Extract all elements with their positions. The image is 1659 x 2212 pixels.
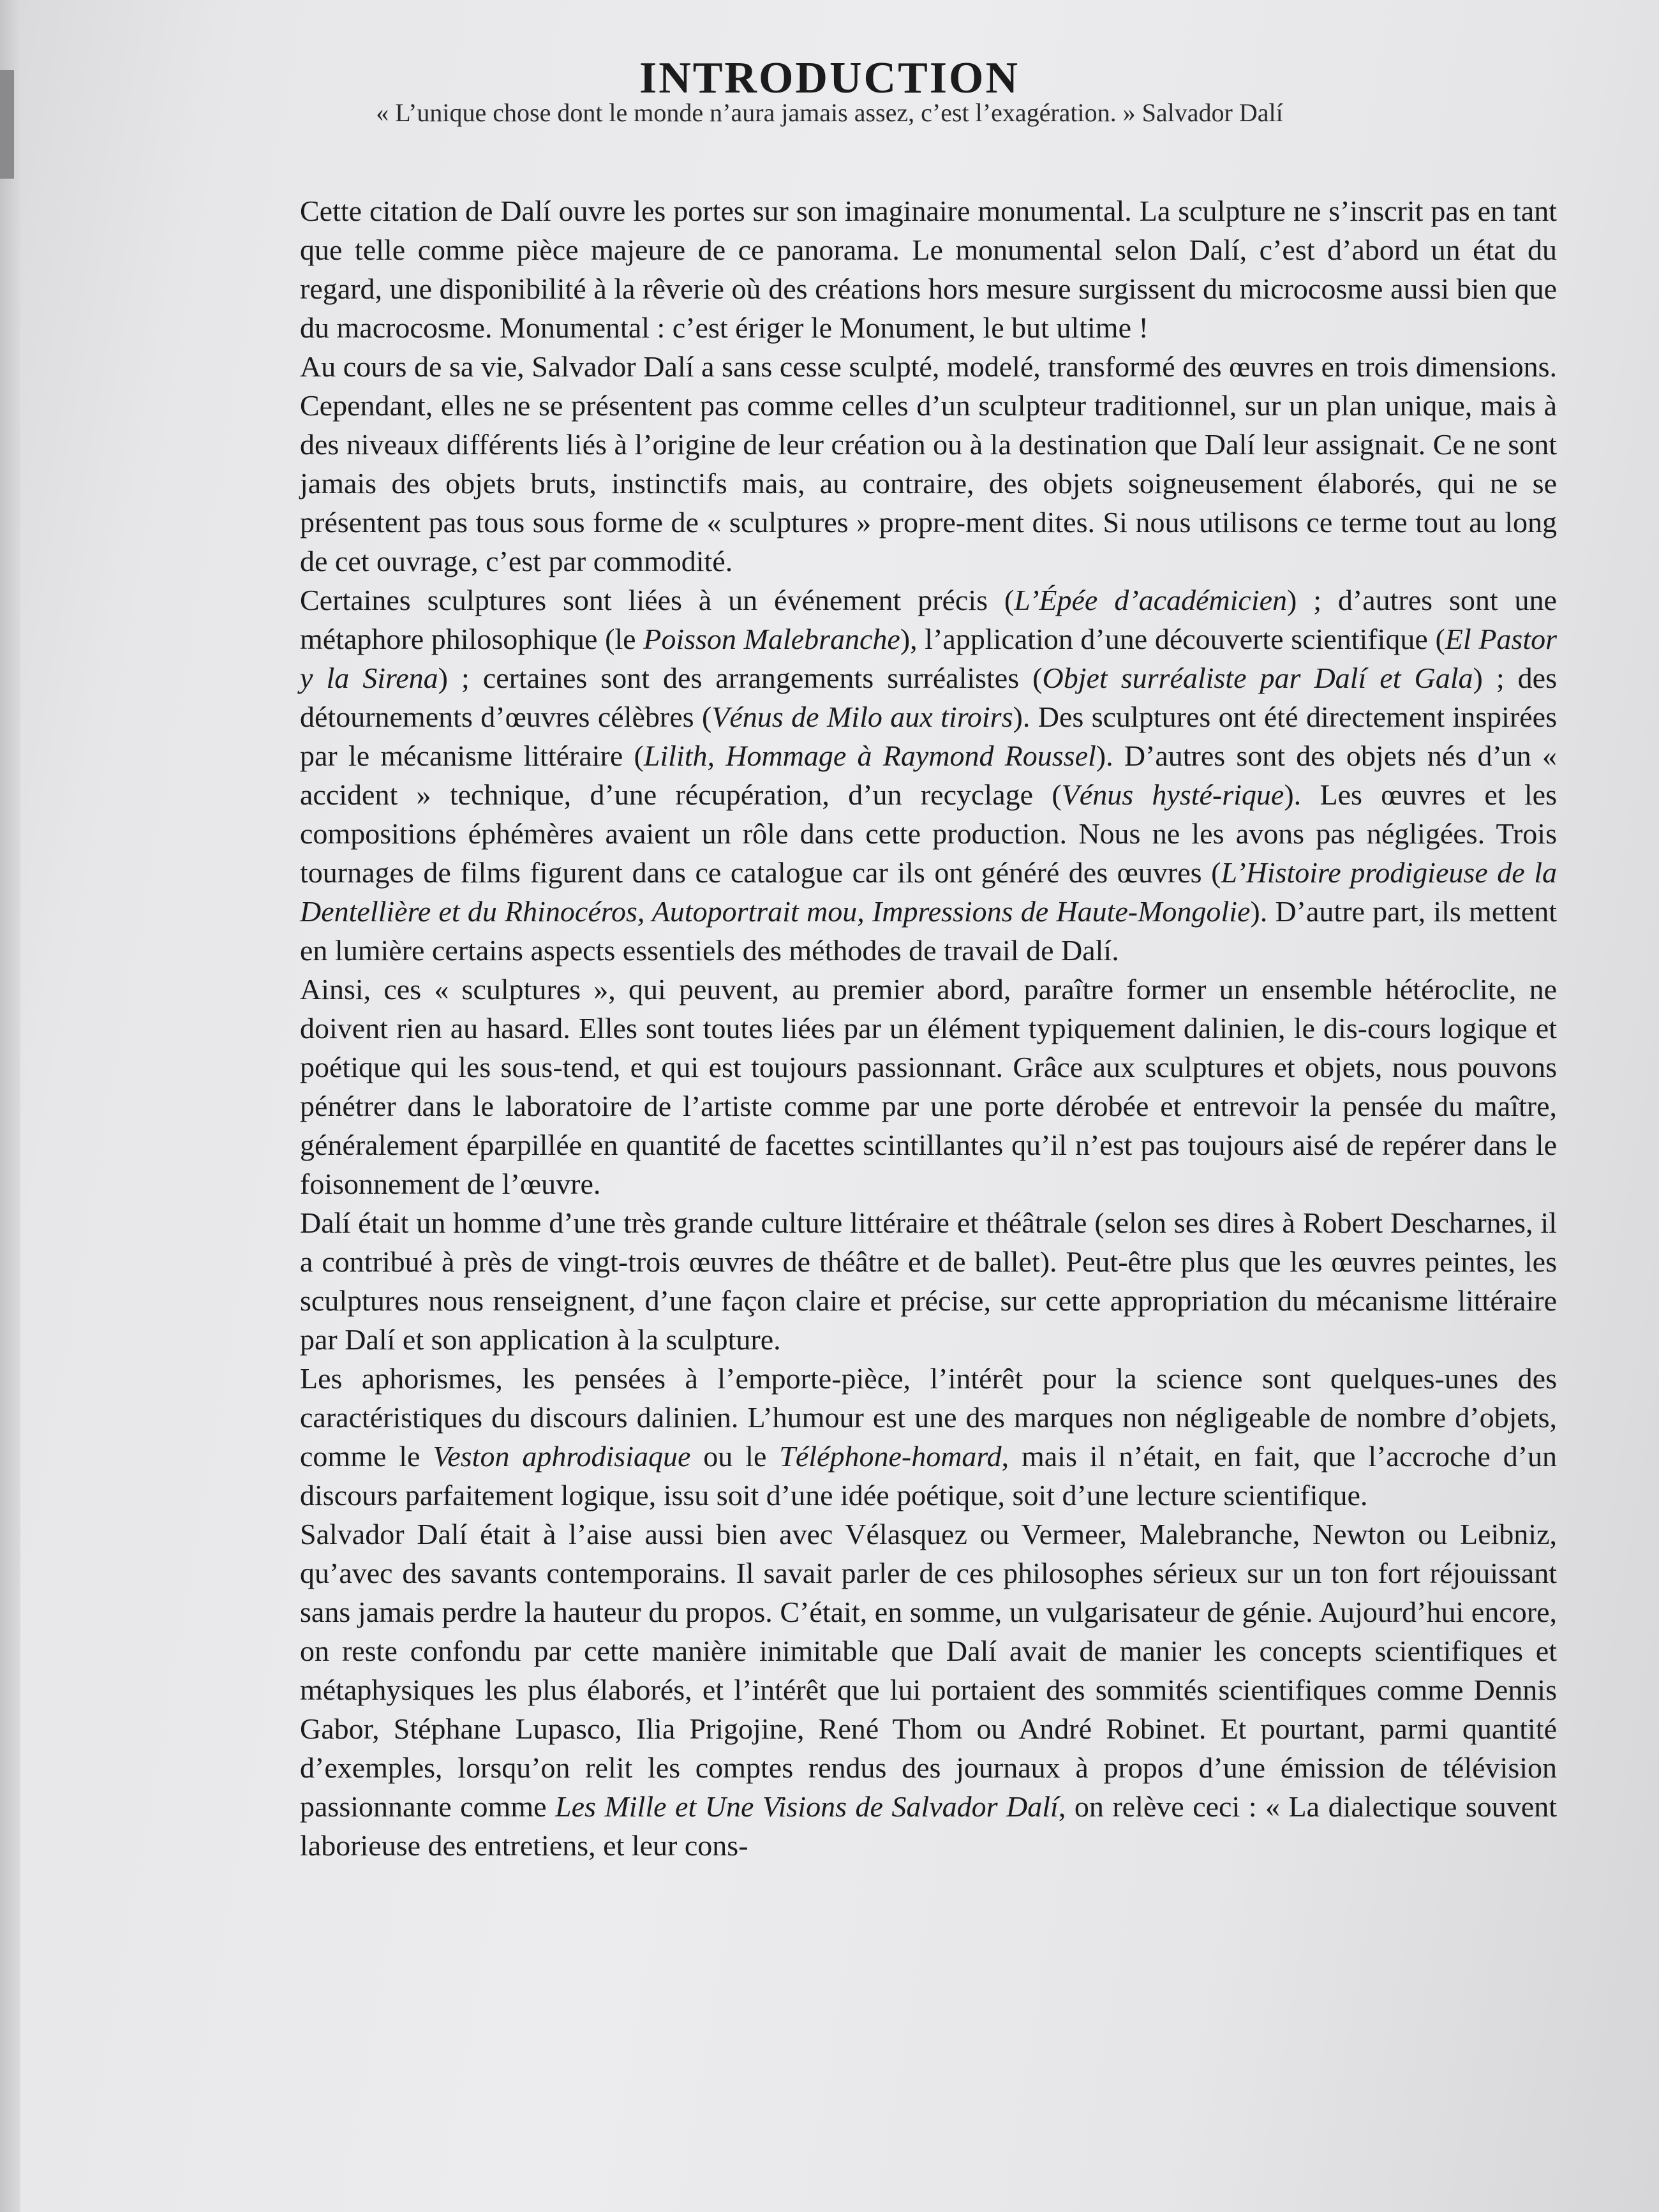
text-run: Ainsi, ces « sculptures », qui peuvent, au premier abord, paraître former un ensemble hétéroclite, ne doivent rien au hasard. Elles sont toutes liées par un élément typiquement dalinien, le dis-cours logique et poétique qui les sous-tend, et qui est toujours passionnant. Grâce aux sculptures et objets, nous pouvons pénétrer dans le laboratoire de l’artiste comme par une porte dérobée et entrevoir la pensée du maître, généralement éparpillée en quantité de facettes scintillantes qu’il n’est pas toujours aisé de repérer dans le foisonnement de l’œuvre. [300,973,1557,1200]
epigraph-quote: « L’unique chose dont le monde n’aura jamais assez, c’est l’exagération. » Salvador Dalí [376,98,1283,127]
paragraph [300,970,1557,1203]
text-run: Dalí était un homme d’une très grande culture littéraire et théâtrale (selon ses dires à Robert Descharnes, il a contribué à près de vingt-trois œuvres de théâtre et de ballet). Peut-être plus que les œuvres peintes, les sculptures nous renseignent, d’une façon claire et précise, sur cette appropriation du mécanisme littéraire par Dalí et son application à la sculpture. [300,1206,1557,1356]
text-run: ) ; d’autres sont une métaphore philosophique (le [300,584,1557,655]
text-run: , mais il n’était, en fait, que l’accroche d’un discours parfaitement logique, issu soit d’une idée poétique, soit d’une lecture scientifique. [300,1440,1558,1511]
text-run: Au cours de sa vie, Salvador Dalí a sans cesse sculpté, modelé, transformé des œuvres en trois dimensions. Cependant, elles ne se présentent pas comme celles d’un sculpteur traditionnel, sur un plan unique, mais à des niveaux différents liés à l’origine de leur création ou à la destination que Dalí leur assignait. Ce ne sont jamais des objets bruts, instinctifs mais, au contraire, des objets soigneusement élaborés, qui ne se présentent pas tous sous forme de « sculptures » propre-ment dites. Si nous utilisons ce terme tout au long de cet ouvrage, c’est par commodité. [300,350,1557,577]
italic-title: Veston aphrodisiaque [433,1440,691,1473]
italic-title: Objet surréaliste par Dalí et Gala [1042,662,1473,694]
text-run: Les aphorismes, les pensées à l’emporte-pièce, l’intérêt pour la science sont quelques-unes des caractéristiques du discours dalinien. L’humour est une des marques non négligeable de nombre d’objets, comme le [300,1362,1557,1473]
text-run: Cette citation de Dalí ouvre les portes sur son imaginaire monumental. La sculpture ne s’inscrit pas en tant que telle comme pièce majeure de ce panorama. Le monumental selon Dalí, c’est d’abord un état du regard, une disponibilité à la rêverie où des créations hors mesure surgissent du microcosme aussi bien que du macrocosme. Monumental : c’est ériger le Monument, le but ultime ! [300,195,1557,344]
italic-title: Les Mille et Une Visions de Salvador Dalí [555,1790,1059,1823]
text-run: ). Des sculptures ont été directement inspirées par le mécanisme littéraire ( [300,701,1558,772]
text-run: ) ; certaines sont des arrangements surréalistes ( [438,662,1043,694]
paragraph [300,1203,1557,1359]
text-run: ou le [690,1440,780,1473]
text-run: ), l’application d’une découverte scientifique ( [900,623,1445,655]
italic-title: El Pastor y la Sirena [300,623,1558,694]
paragraph [300,1515,1557,1865]
text-run: ). D’autres sont des objets nés d’un « accident » technique, d’une récupération, d’un recyclage ( [300,739,1557,811]
text-run: , on relève ceci : « La dialectique souvent laborieuse des entretiens, et leur cons- [300,1790,1557,1862]
page-title: INTRODUCTION [639,53,1020,103]
text-run: Salvador Dalí était à l’aise aussi bien avec Vélasquez ou Vermeer, Malebranche, Newton ou Leibniz, qu’avec des savants contemporains. Il savait parler de ces philosophes sérieux sur un ton fort réjouissant sans jamais perdre la hauteur du propos. C’était, en somme, un vulgarisateur de génie. Aujourd’hui encore, on reste confondu par cette manière inimitable que Dalí avait de manier les concepts scientifiques et métaphysiques les plus élaborés, et l’intérêt que lui portaient des sommités scientifiques comme Dennis Gabor, Stéphane Lupasco, Ilia Prigojine, René Thom ou André Robinet. Et pourtant, parmi quantité d’exemples, lorsqu’on relit les comptes rendus des journaux à propos d’une émission de télévision passionnante comme [300,1518,1557,1823]
text-run: ) ; des détournements d’œuvres célèbres ( [300,662,1558,733]
italic-title: L’Histoire prodigieuse de la Dentellière et du Rhinocéros, Autoportrait mou, Impressions de Haute-Mongolie [300,856,1557,928]
italic-title: Téléphone-homard [779,1440,1002,1473]
paragraph [300,191,1557,347]
page-edge [0,0,20,2212]
paragraph [300,581,1557,970]
text-run: ). Les œuvres et les compositions éphémères avaient un rôle dans cette production. Nous ne les avons pas négligées. Trois tournages de films figurent dans ce catalogue car ils ont généré des œuvres ( [300,778,1557,889]
italic-title: L’Épée d’académicien [1014,584,1288,616]
italic-title: Poisson Malebranche [643,623,900,655]
body-text [300,191,1557,1865]
paragraph [300,1359,1557,1515]
text-run: Certaines sculptures sont liées à un événement précis ( [300,584,1015,616]
italic-title: Lilith, Hommage à Raymond Roussel [643,739,1096,772]
text-run: ). D’autre part, ils mettent en lumière certains aspects essentiels des méthodes de travail de Dalí. [300,895,1557,967]
italic-title: Vénus hysté-rique [1061,778,1284,811]
paragraph [300,347,1557,581]
italic-title: Vénus de Milo aux tiroirs [711,701,1013,733]
